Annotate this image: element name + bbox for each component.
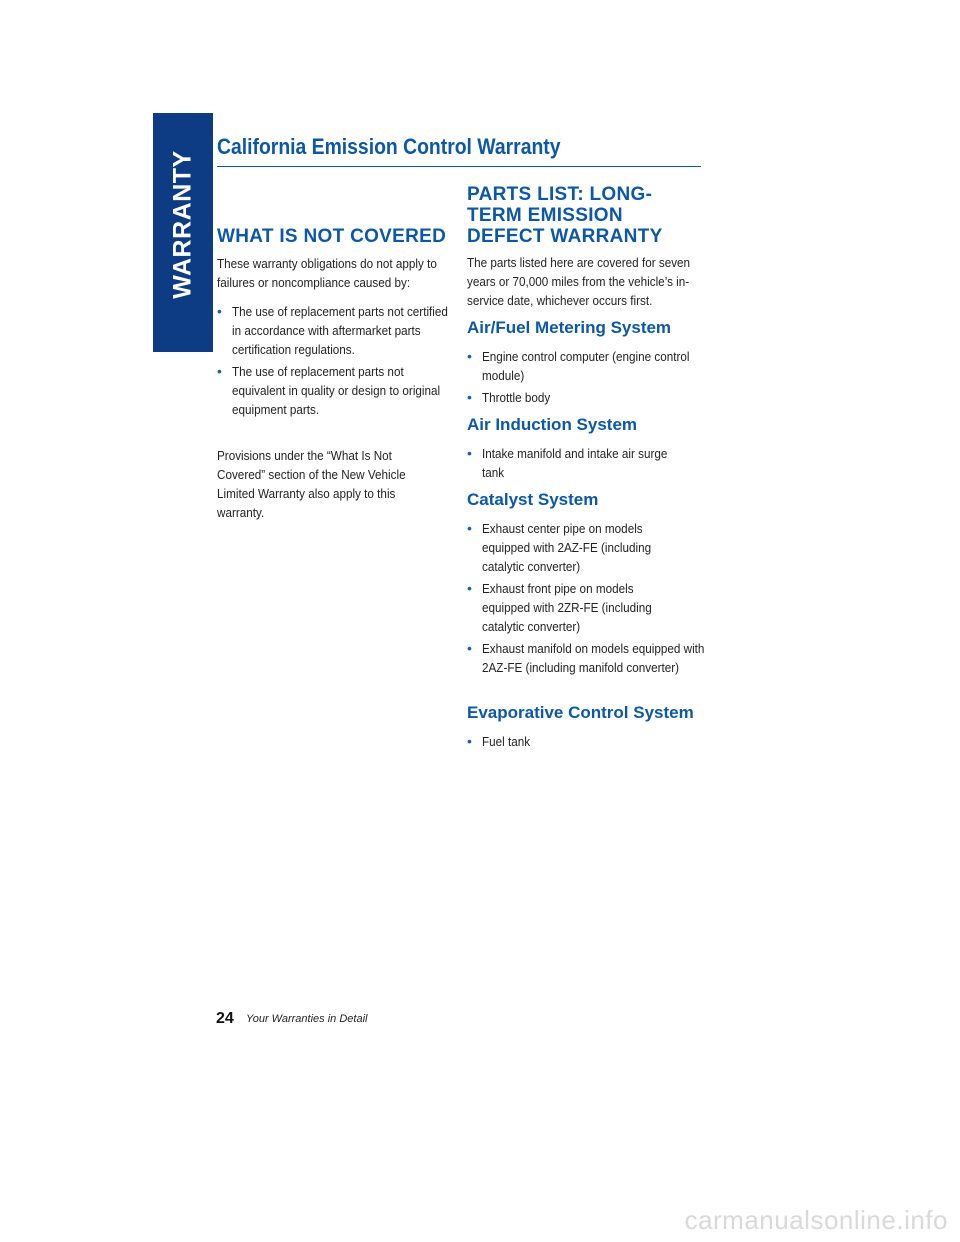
bullet-icon: • — [217, 303, 222, 319]
title-divider — [217, 166, 701, 167]
list-item: • The use of replacement parts not certified in accordance with aftermarket parts certification regulations. — [217, 303, 448, 357]
page-number: 24 — [216, 1010, 234, 1027]
list-item: • Exhaust center pipe on models equipped with 2AZ-FE (including catalytic converter) — [467, 520, 652, 574]
list-item: • Exhaust front pipe on models equipped with 2ZR-FE (including catalytic converter) — [467, 580, 652, 634]
bullet-icon: • — [467, 445, 472, 461]
list-item: • Fuel tank — [467, 733, 531, 749]
parts-list-intro: The parts listed here are covered for seven years or 70,000 miles from the vehicle’s in-service date, whichever occurs first. — [467, 255, 691, 308]
bullet-icon: • — [467, 348, 472, 364]
catalyst-list — [467, 519, 703, 677]
list-item: • Intake manifold and intake air surge tank — [467, 445, 668, 480]
bullet-icon: • — [467, 733, 472, 749]
air-fuel-list — [467, 347, 703, 407]
watermark: carmanualsonline.info — [684, 1205, 948, 1235]
section-heading-air-induction: Air Induction System — [467, 415, 638, 434]
air-induction-list — [467, 444, 703, 482]
page-title: California Emission Control Warranty — [217, 134, 561, 159]
bullet-icon: • — [467, 389, 472, 405]
section-heading-evaporative: Evaporative Control System — [467, 703, 694, 722]
bullet-icon: • — [467, 520, 472, 536]
not-covered-list — [217, 302, 453, 419]
bullet-icon: • — [467, 580, 472, 596]
parts-list-heading: PARTS LIST: LONG-TERM EMISSION DEFECT WARRANTY — [467, 184, 663, 247]
section-heading-air-fuel: Air/Fuel Metering System — [467, 318, 672, 337]
side-tab-label: WARRANTY — [168, 150, 197, 299]
bullet-icon: • — [467, 640, 472, 656]
list-item: • The use of replacement parts not equivalent in quality or design to original equipment parts. — [217, 363, 441, 417]
list-item: • Throttle body — [467, 389, 551, 405]
not-covered-closing: Provisions under the “What Is Not Covered” section of the New Vehicle Limited Warranty also apply to this warranty. — [217, 448, 406, 520]
section-heading-catalyst: Catalyst System — [467, 490, 599, 509]
bullet-icon: • — [217, 363, 222, 379]
footer-section-label: Your Warranties in Detail — [246, 1013, 368, 1025]
not-covered-heading: WHAT IS NOT COVERED — [217, 226, 447, 247]
section-side-tab — [153, 113, 213, 352]
evaporative-list — [467, 732, 703, 751]
not-covered-intro: These warranty obligations do not apply to failures or noncompliance caused by: — [217, 256, 437, 290]
list-item: • Exhaust manifold on models equipped with 2AZ-FE (including manifold converter) — [467, 640, 705, 675]
list-item: • Engine control computer (engine control module) — [467, 348, 690, 383]
